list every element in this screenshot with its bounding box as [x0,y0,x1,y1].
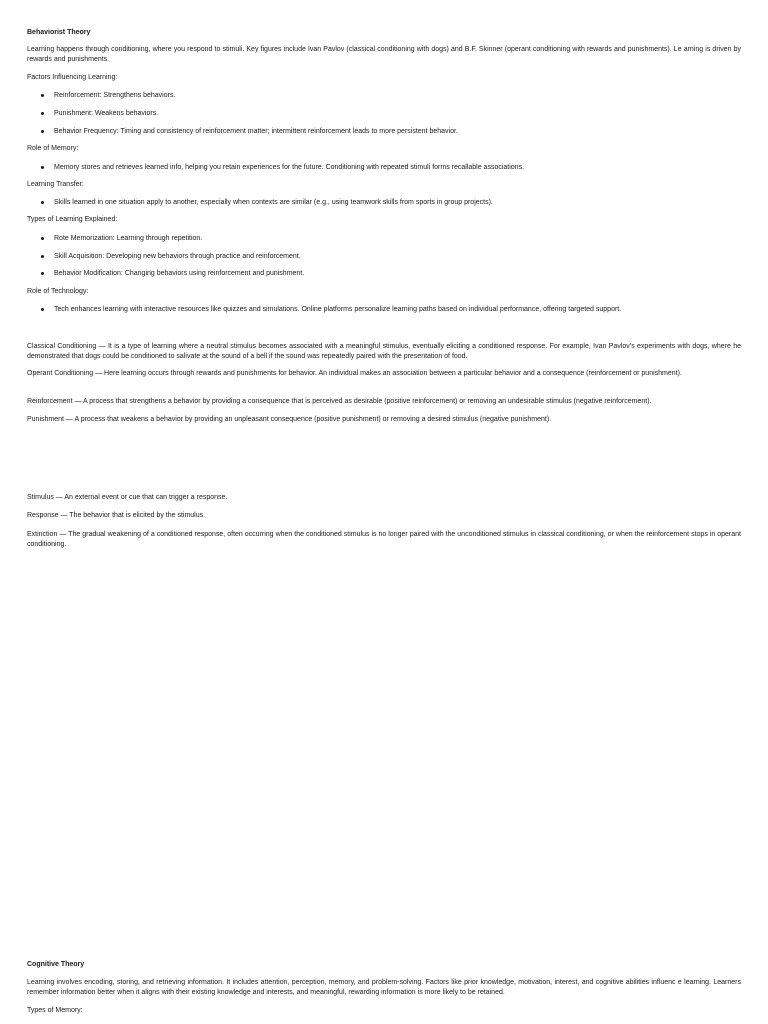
behaviorist-intro: Learning happens through conditioning, where you respond to stimuli. Key figures include Ivan Pavlov (classical conditioning with dogs) and B.F. Skinner (operant conditioning with rewards and punishments). Le arning is driven by rewards and punishments. [27,46,741,63]
list-item: Behavior Frequency: Timing and consistency of reinforcement matter; intermittent reinforcement leads to more persistent behavior. [27,127,741,137]
definition-extinction: Extinction — The gradual weakening of a conditioned response, often occurring when the conditioned stimulus is no longer paired with the unconditioned stimulus in classical conditioning, or when the reinforcement stops in operant conditioning. [27,531,741,548]
list-item: Tech enhances learning with interactive resources like quizzes and simulations. Online platforms personalize learning paths based on individual performance, offering targeted support. [27,305,741,315]
list-item: Skills learned in one situation apply to another, especially when contexts are similar (e.g., using teamwork skills from sports in group projects). [27,198,741,208]
list-item: Reinforcement: Strengthens behaviors. [27,91,741,101]
memory-types-label: Types of Memory: [27,1007,83,1014]
tech-list [27,305,741,315]
list-item: Behavior Modification: Changing behaviors using reinforcement and punishment. [27,269,741,279]
factors-label: Factors Influencing Learning: [27,74,118,81]
section-title-behaviorist: Behaviorist Theory [27,29,91,36]
factors-list [27,109,741,119]
tech-label: Role of Technology: [27,288,89,295]
memory-label: Role of Memory: [27,145,79,152]
cognitive-intro: Learning involves encoding, storing, and retrieving information. It includes attention, perception, memory, and problem-solving. Factors like prior knowledge, motivation, interest, and cognitive abilities influenc e learning. Learners remember information better when it aligns with their existing knowledge and interests, and meaningful, rewarding information is more likely to be retained. [27,979,741,996]
list-item: Memory stores and retrieves learned info, helping you retain experiences for the future. Conditioning with repeated stimuli forms recallable associations. [27,163,741,173]
definition-reinforcement: Reinforcement — A process that strengthens a behavior by providing a consequence that is perceived as desirable (positive reinforcement) or removing an undesirable stimulus (negative reinforcement). [27,398,652,405]
types-list [27,234,741,244]
section-title-cognitive: Cognitive Theory [27,961,85,968]
transfer-label: Learning Transfer: [27,181,84,188]
definition-stimulus: Stimulus — An external event or cue that can trigger a response. [27,494,228,501]
list-item: Skill Acquisition: Developing new behaviors through practice and reinforcement. [27,252,741,262]
list-item: Punishment: Weakens behaviors. [27,109,741,119]
definition-punishment: Punishment — A process that weakens a behavior by providing an unpleasant consequence (positive punishment) or removing a desired stimulus (negative punishment). [27,416,552,423]
definition-operant-conditioning: Operant Conditioning — Here learning occurs through rewards and punishments for behavior. An individual makes an association between a particular behavior and a consequence (reinforcement or punishment). [27,370,682,377]
definition-response: Response — The behavior that is elicited by the stimulus. [27,512,206,519]
types-list [27,269,741,279]
transfer-list [27,198,741,208]
types-label: Types of Learning Explained: [27,216,118,223]
factors-list [27,91,741,101]
list-item: Rote Memorization: Learning through repetition. [27,234,741,244]
definition-classical-conditioning: Classical Conditioning — It is a type of learning where a neutral stimulus becomes associated with a meaningful stimulus, eventually eliciting a conditioned response. For example, Ivan Pavlov’s experiments with dogs, where he demonstrated that dogs could be conditioned to salivate at the sound of a bell if the sound was repeatedly paired with the presentation of food. [27,343,741,360]
memory-list [27,163,741,173]
types-list [27,252,741,262]
factors-list [27,127,741,137]
